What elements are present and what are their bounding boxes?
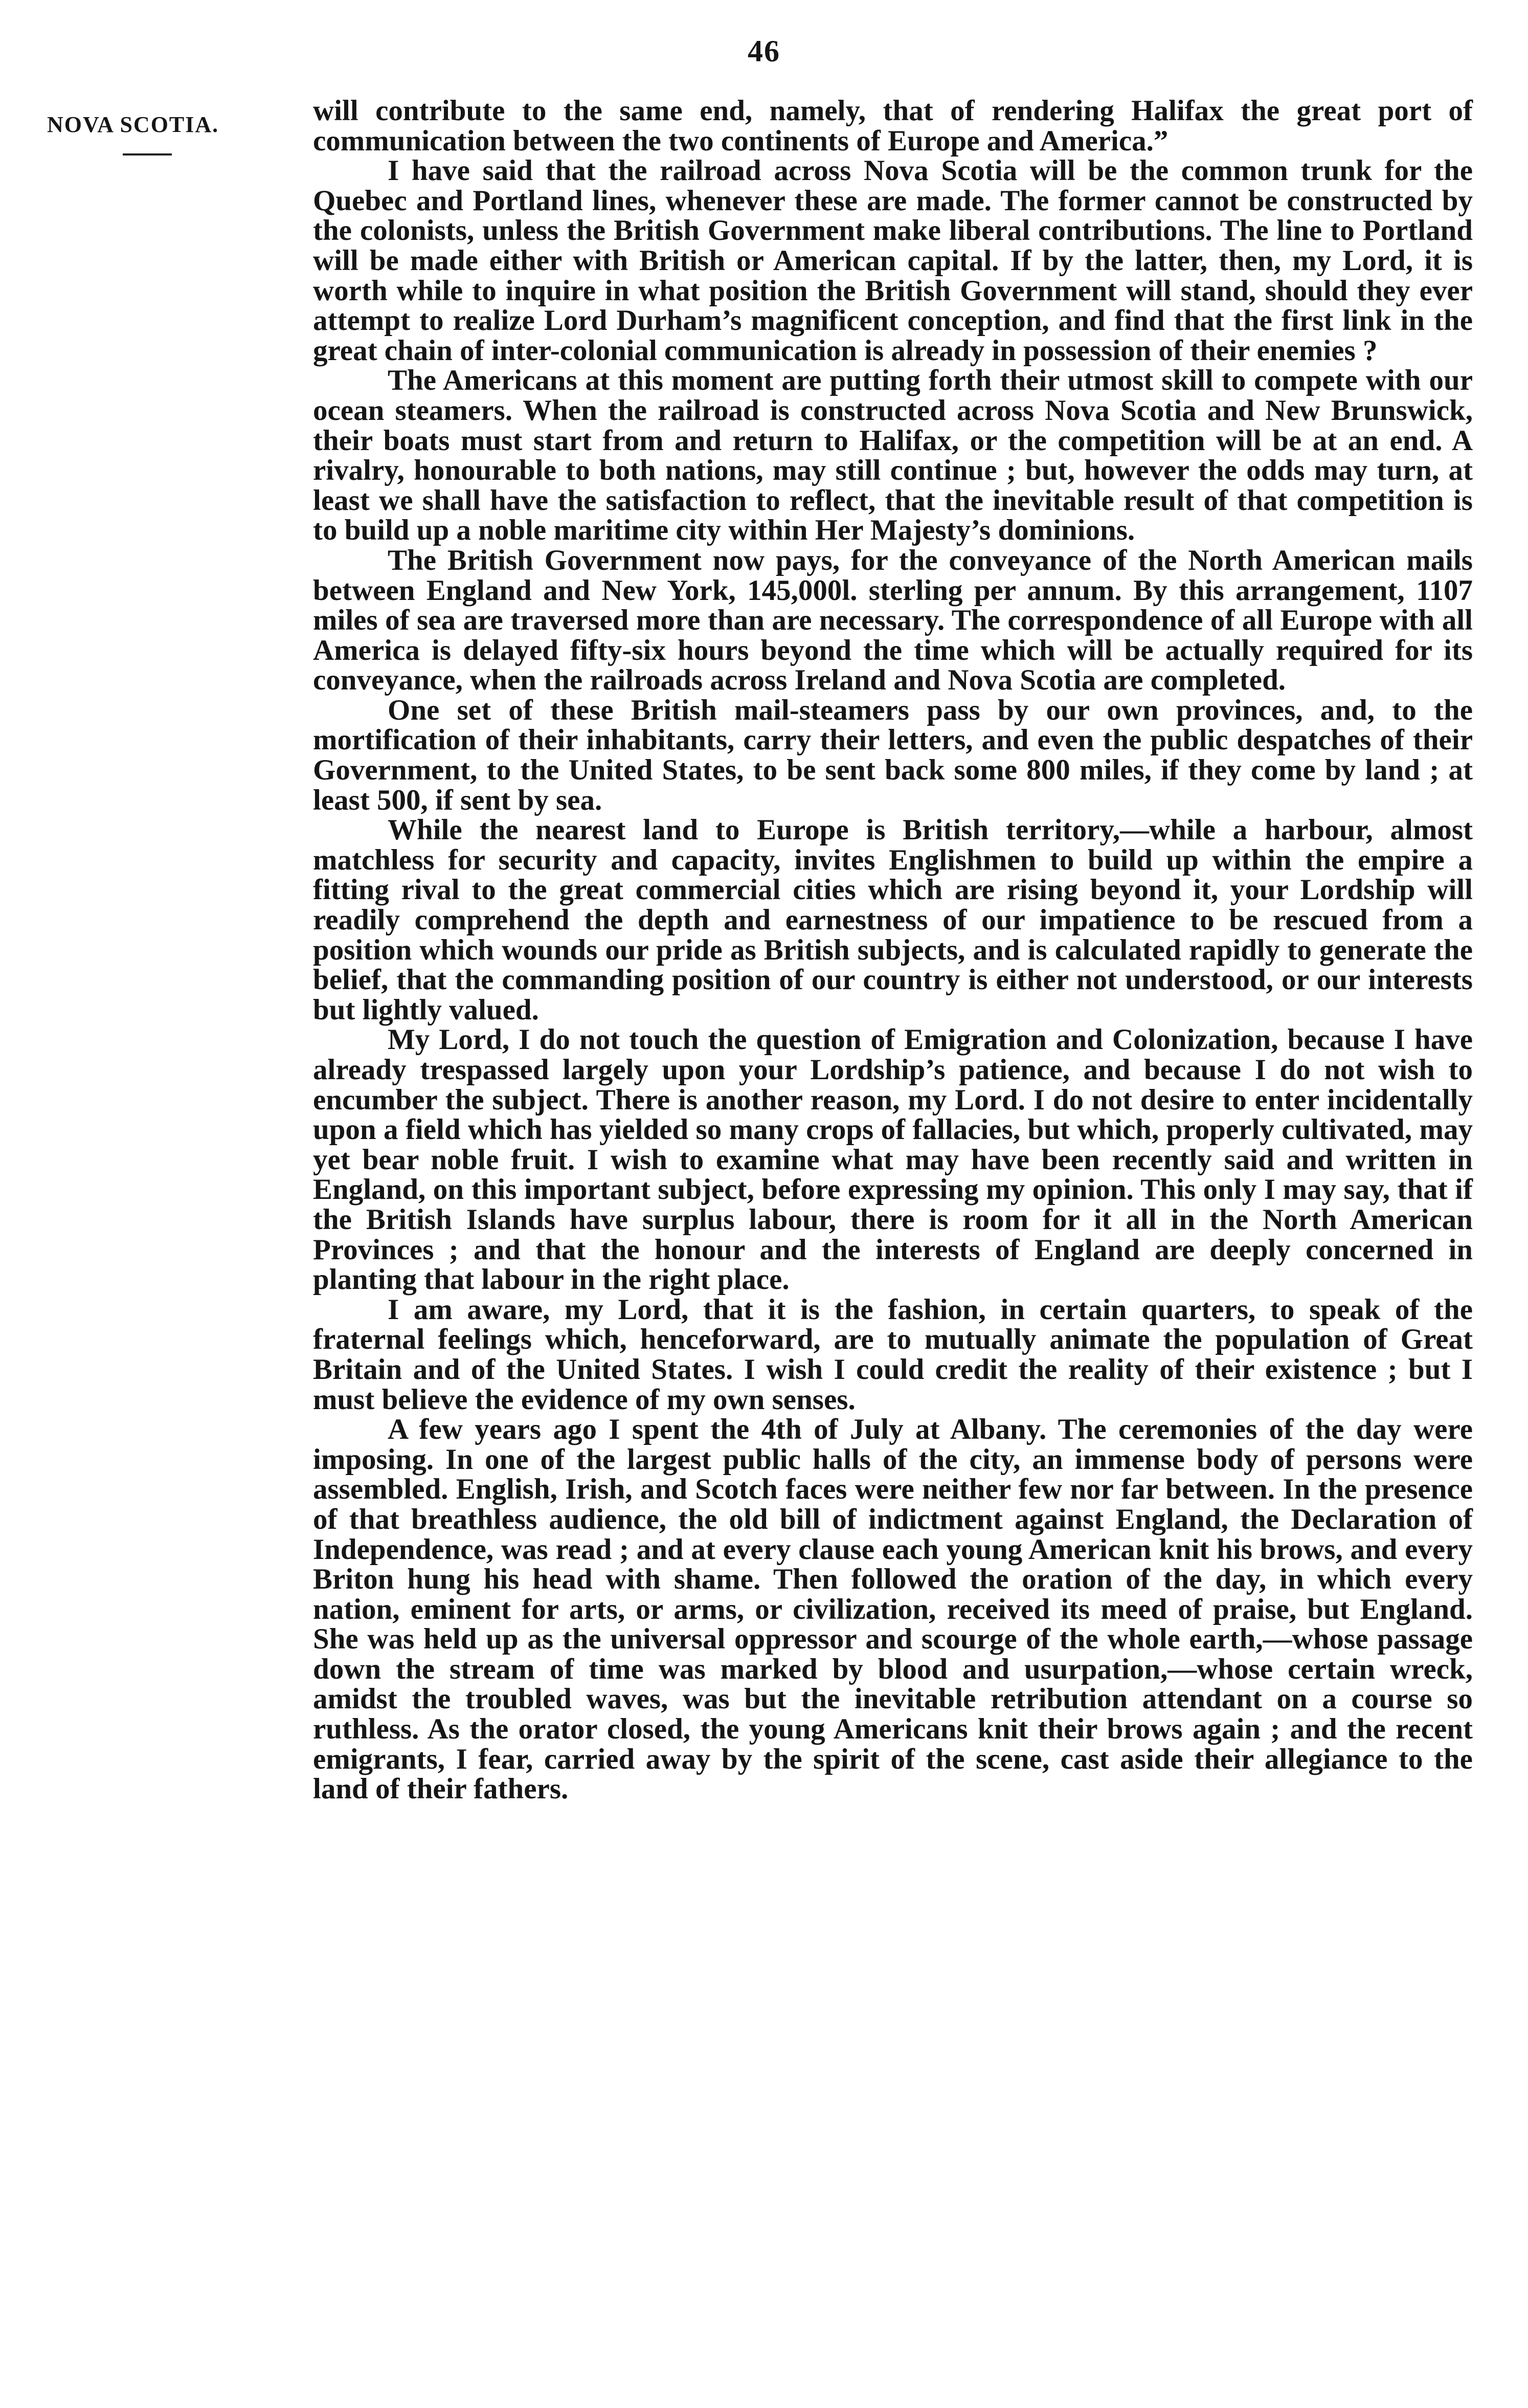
paragraph-ocean-steamers: The Americans at this moment are putting forth their utmost skill to compete with our ocean steamers. When the railroad is constructed across Nova Scotia and New Brunswick, their boats must start from and return to Halifax, or the competition will be at an end. A rivalry, honourable to both nations, may still continue ; but, however the odds may turn, at least we shall have the satisfaction to reflect, that the inevitable result of that competition is to build up a noble maritime city within Her Majesty’s dominions. bbox=[313, 364, 1473, 547]
paragraph-mail-conveyance: The British Government now pays, for the conveyance of the North American mails between England and New York, 145,000l. sterling per annum. By this arrangement, 1107 miles of sea are traversed more than are necessary. The correspondence of all Europe with all America is delayed fifty-six hours beyond the time which will be actually required for its conveyance, when the railroads across Ireland and Nova Scotia are completed. bbox=[313, 544, 1473, 697]
paragraph-fraternal-feelings: I am aware, my Lord, that it is the fashion, in certain quarters, to speak of the fraternal feelings which, henceforward, are to mutually animate the population of Great Britain and of the United States. I wish I could credit the reality of their existence ; but I must believe the evidence of my own senses. bbox=[313, 1293, 1473, 1416]
page-number: 46 bbox=[748, 34, 780, 68]
running-head-rule bbox=[123, 153, 172, 155]
body-text bbox=[313, 96, 1473, 1804]
paragraph-emigration: My Lord, I do not touch the question of Emigration and Colonization, because I have already trespassed largely upon your Lordship’s patience, and because I do not wish to encumber the subject. There is another reason, my Lord. I do not desire to enter incidentally upon a field which has yielded so many crops of fallacies, but which, properly cultivated, may yet bear noble fruit. I wish to examine what may have been recently said and written in England, on this important subject, before expressing my opinion. This only I may say, that if the British Islands have surplus labour, there is room for it all in the North American Provinces ; and that the honour and the interests of England are deeply concerned in planting that labour in the right place. bbox=[313, 1023, 1473, 1296]
paragraph-mail-steamers: One set of these British mail-steamers pass by our own provinces, and, to the mortification of their inhabitants, carry their letters, and even the public despatches of their Government, to the United States, to be sent back some 800 miles, if they come by land ; at least 500, if sent by sea. bbox=[313, 694, 1473, 816]
paragraph-albany: A few years ago I spent the 4th of July at Albany. The ceremonies of the day were imposing. In one of the largest public halls of the city, an immense body of persons were assembled. English, Irish, and Scotch faces were neither few nor far between. In the presence of that breathless audience, the old bill of indictment against England, the Declaration of Independence, was read ; and at every clause each young American knit his brows, and every Briton hung his head with shame. Then followed the oration of the day, in which every nation, eminent for arts, or arms, or civilization, received its meed of praise, but England. She was held up as the universal oppressor and scourge of the whole earth,—whose passage down the stream of time was marked by blood and usurpation,—whose certain wreck, amidst the troubled waves, was but the inevitable retribution attendant on a course so ruthless. As the orator closed, the young Americans knit their brows again ; and the recent emigrants, I fear, carried away by the spirit of the scene, cast aside their allegiance to the land of their fathers. bbox=[313, 1413, 1473, 1805]
running-head: NOVA SCOTIA. bbox=[47, 112, 219, 137]
paragraph-british-territory: While the nearest land to Europe is British territory,—while a harbour, almost matchless for security and capacity, invites Englishmen to build up within the empire a fitting rival to the great commercial cities which are rising beyond it, your Lordship will readily comprehend the depth and earnestness of our impatience to be rescued from a position which wounds our pride as British subjects, and is calculated rapidly to generate the belief, that the commanding position of our country is either not understood, or our interests but lightly valued. bbox=[313, 814, 1473, 1026]
paragraph-railroad-trunk: I have said that the railroad across Nova Scotia will be the common trunk for the Quebec and Portland lines, whenever these are made. The former cannot be constructed by the colonists, unless the British Government make liberal contributions. The line to Portland will be made either with British or American capital. If by the latter, then, my Lord, it is worth while to inquire in what position the British Government will stand, should they ever attempt to realize Lord Durham’s magnificent conception, and find that the first link in the great chain of inter-colonial communication is already in possession of their enemies ? bbox=[313, 154, 1473, 367]
paragraph-continued: will contribute to the same end, namely, that of rendering Halifax the great port of communication between the two continents of Europe and America.” bbox=[313, 95, 1473, 157]
